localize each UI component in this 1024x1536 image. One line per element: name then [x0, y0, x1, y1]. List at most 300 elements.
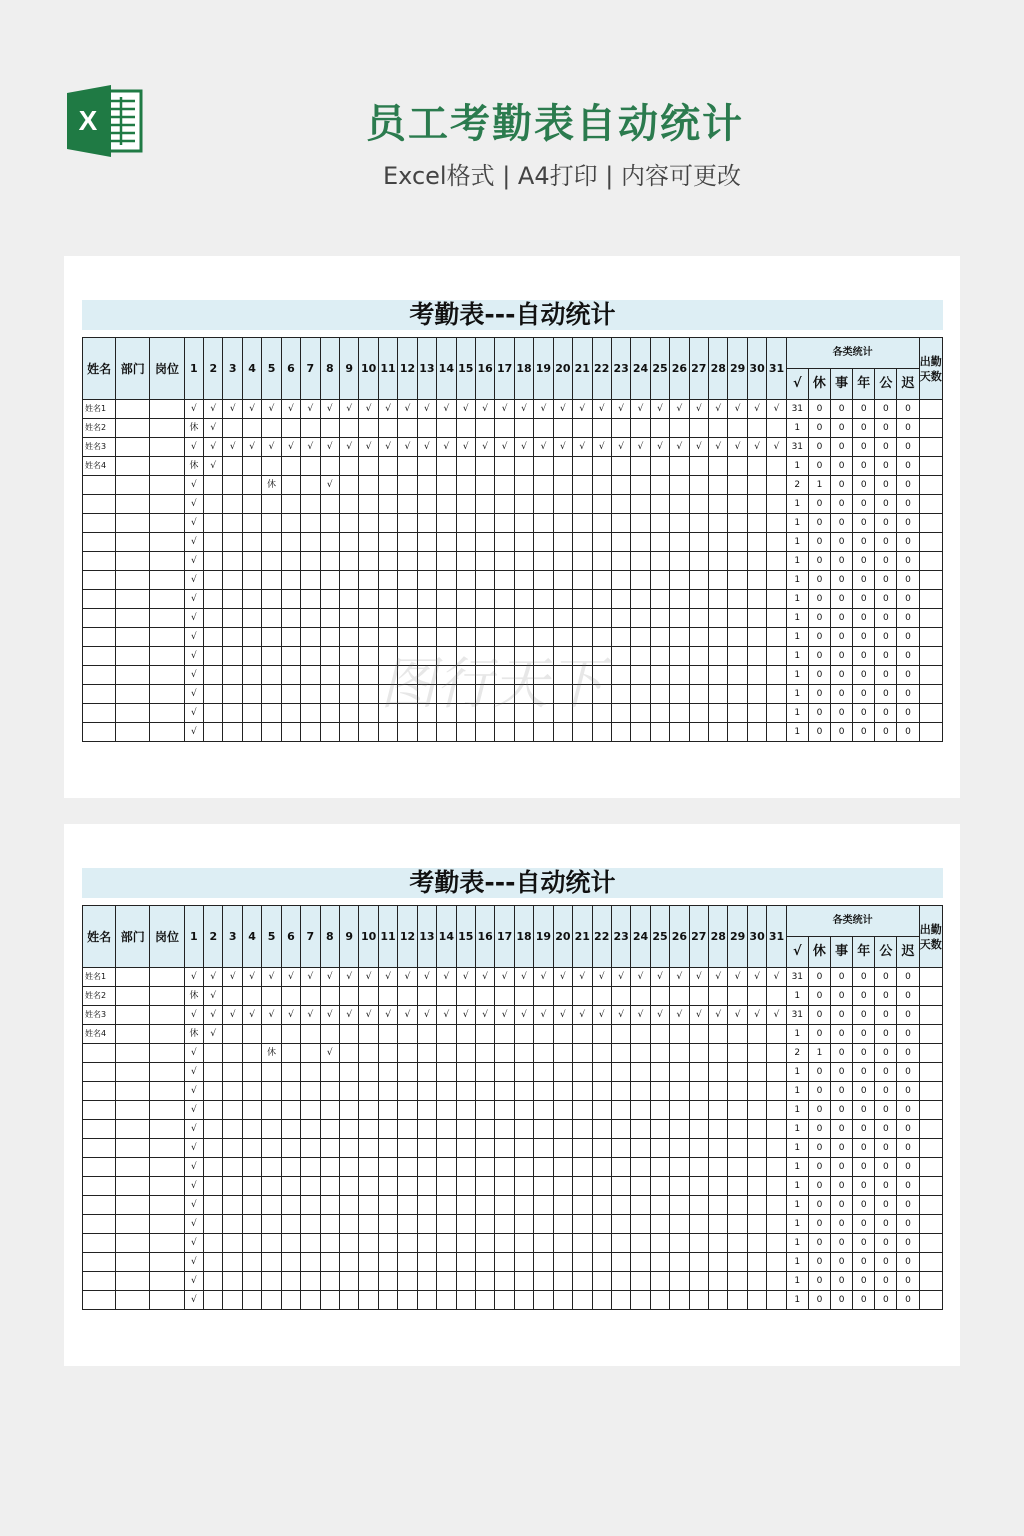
- day-mark-cell[interactable]: 休: [184, 457, 203, 476]
- day-mark-cell[interactable]: [242, 1253, 261, 1272]
- day-mark-cell[interactable]: √: [223, 438, 242, 457]
- day-mark-cell[interactable]: [495, 1272, 514, 1291]
- day-mark-cell[interactable]: [301, 647, 320, 666]
- day-mark-cell[interactable]: [437, 1291, 456, 1310]
- day-mark-cell[interactable]: [281, 552, 300, 571]
- day-mark-cell[interactable]: √: [650, 1006, 669, 1025]
- day-mark-cell[interactable]: [301, 1139, 320, 1158]
- day-mark-cell[interactable]: √: [223, 968, 242, 987]
- day-mark-cell[interactable]: [553, 1082, 572, 1101]
- day-mark-cell[interactable]: [340, 476, 359, 495]
- day-mark-cell[interactable]: √: [514, 400, 533, 419]
- day-mark-cell[interactable]: [689, 476, 708, 495]
- day-mark-cell[interactable]: [281, 1272, 300, 1291]
- day-mark-cell[interactable]: [359, 704, 378, 723]
- day-mark-cell[interactable]: [553, 1234, 572, 1253]
- day-mark-cell[interactable]: [378, 590, 397, 609]
- day-mark-cell[interactable]: [378, 495, 397, 514]
- day-mark-cell[interactable]: [456, 609, 475, 628]
- day-mark-cell[interactable]: [242, 1044, 261, 1063]
- day-mark-cell[interactable]: √: [767, 400, 786, 419]
- day-mark-cell[interactable]: [747, 590, 766, 609]
- day-mark-cell[interactable]: [631, 685, 650, 704]
- day-mark-cell[interactable]: [631, 552, 650, 571]
- day-mark-cell[interactable]: [359, 419, 378, 438]
- day-mark-cell[interactable]: √: [184, 968, 203, 987]
- day-mark-cell[interactable]: [650, 1158, 669, 1177]
- post-cell[interactable]: [150, 1120, 184, 1139]
- employee-name-cell[interactable]: [83, 533, 116, 552]
- post-cell[interactable]: [150, 987, 184, 1006]
- day-mark-cell[interactable]: [747, 647, 766, 666]
- day-mark-cell[interactable]: √: [437, 1006, 456, 1025]
- day-mark-cell[interactable]: [320, 1082, 339, 1101]
- day-mark-cell[interactable]: [728, 419, 747, 438]
- day-mark-cell[interactable]: [670, 666, 689, 685]
- day-mark-cell[interactable]: [320, 987, 339, 1006]
- day-mark-cell[interactable]: [281, 628, 300, 647]
- day-mark-cell[interactable]: [592, 628, 611, 647]
- day-mark-cell[interactable]: [534, 987, 553, 1006]
- day-mark-cell[interactable]: [631, 533, 650, 552]
- day-mark-cell[interactable]: [417, 571, 436, 590]
- day-mark-cell[interactable]: [398, 1101, 417, 1120]
- day-mark-cell[interactable]: [320, 1139, 339, 1158]
- day-mark-cell[interactable]: √: [670, 400, 689, 419]
- day-mark-cell[interactable]: [689, 1139, 708, 1158]
- day-mark-cell[interactable]: [728, 1158, 747, 1177]
- day-mark-cell[interactable]: [398, 1063, 417, 1082]
- day-mark-cell[interactable]: [650, 1291, 669, 1310]
- day-mark-cell[interactable]: [611, 628, 630, 647]
- day-mark-cell[interactable]: [534, 590, 553, 609]
- day-mark-cell[interactable]: √: [553, 400, 572, 419]
- day-mark-cell[interactable]: [689, 1120, 708, 1139]
- day-mark-cell[interactable]: [320, 1215, 339, 1234]
- post-cell[interactable]: [150, 1082, 184, 1101]
- day-mark-cell[interactable]: [650, 704, 669, 723]
- day-mark-cell[interactable]: [728, 1177, 747, 1196]
- day-mark-cell[interactable]: [747, 476, 766, 495]
- post-cell[interactable]: [150, 1234, 184, 1253]
- day-mark-cell[interactable]: [631, 704, 650, 723]
- day-mark-cell[interactable]: [592, 1025, 611, 1044]
- day-mark-cell[interactable]: √: [281, 400, 300, 419]
- day-mark-cell[interactable]: [223, 1215, 242, 1234]
- day-mark-cell[interactable]: [592, 533, 611, 552]
- employee-name-cell[interactable]: [83, 609, 116, 628]
- day-mark-cell[interactable]: [553, 628, 572, 647]
- day-mark-cell[interactable]: [709, 1272, 728, 1291]
- employee-name-cell[interactable]: [83, 647, 116, 666]
- day-mark-cell[interactable]: [242, 1272, 261, 1291]
- day-mark-cell[interactable]: √: [650, 438, 669, 457]
- attendance-days-cell[interactable]: [919, 1025, 942, 1044]
- day-mark-cell[interactable]: √: [378, 968, 397, 987]
- day-mark-cell[interactable]: [689, 1063, 708, 1082]
- day-mark-cell[interactable]: [514, 987, 533, 1006]
- day-mark-cell[interactable]: √: [728, 1006, 747, 1025]
- day-mark-cell[interactable]: [631, 1101, 650, 1120]
- day-mark-cell[interactable]: √: [262, 400, 281, 419]
- day-mark-cell[interactable]: [553, 1177, 572, 1196]
- day-mark-cell[interactable]: [437, 514, 456, 533]
- day-mark-cell[interactable]: [650, 685, 669, 704]
- day-mark-cell[interactable]: [262, 571, 281, 590]
- day-mark-cell[interactable]: [456, 514, 475, 533]
- day-mark-cell[interactable]: [709, 723, 728, 742]
- day-mark-cell[interactable]: [709, 476, 728, 495]
- day-mark-cell[interactable]: [670, 533, 689, 552]
- day-mark-cell[interactable]: [573, 571, 592, 590]
- day-mark-cell[interactable]: [281, 1101, 300, 1120]
- day-mark-cell[interactable]: [747, 987, 766, 1006]
- day-mark-cell[interactable]: [650, 571, 669, 590]
- day-mark-cell[interactable]: [631, 1025, 650, 1044]
- day-mark-cell[interactable]: [475, 514, 494, 533]
- day-mark-cell[interactable]: [611, 1234, 630, 1253]
- post-cell[interactable]: [150, 1253, 184, 1272]
- day-mark-cell[interactable]: [709, 1044, 728, 1063]
- day-mark-cell[interactable]: [670, 590, 689, 609]
- day-mark-cell[interactable]: [573, 1253, 592, 1272]
- attendance-days-cell[interactable]: [919, 590, 942, 609]
- day-mark-cell[interactable]: [534, 552, 553, 571]
- day-mark-cell[interactable]: [223, 1158, 242, 1177]
- day-mark-cell[interactable]: √: [573, 968, 592, 987]
- day-mark-cell[interactable]: [650, 987, 669, 1006]
- day-mark-cell[interactable]: [456, 628, 475, 647]
- day-mark-cell[interactable]: [670, 1139, 689, 1158]
- day-mark-cell[interactable]: [417, 685, 436, 704]
- day-mark-cell[interactable]: [437, 685, 456, 704]
- day-mark-cell[interactable]: [573, 1215, 592, 1234]
- day-mark-cell[interactable]: [670, 609, 689, 628]
- post-cell[interactable]: [150, 1215, 184, 1234]
- day-mark-cell[interactable]: [398, 419, 417, 438]
- day-mark-cell[interactable]: [747, 685, 766, 704]
- day-mark-cell[interactable]: √: [437, 400, 456, 419]
- day-mark-cell[interactable]: [281, 1139, 300, 1158]
- day-mark-cell[interactable]: [378, 533, 397, 552]
- day-mark-cell[interactable]: [340, 571, 359, 590]
- day-mark-cell[interactable]: [650, 1082, 669, 1101]
- day-mark-cell[interactable]: √: [417, 968, 436, 987]
- day-mark-cell[interactable]: [534, 1101, 553, 1120]
- dept-cell[interactable]: [116, 1044, 150, 1063]
- day-mark-cell[interactable]: [592, 590, 611, 609]
- day-mark-cell[interactable]: [242, 704, 261, 723]
- day-mark-cell[interactable]: [378, 476, 397, 495]
- dept-cell[interactable]: [116, 1234, 150, 1253]
- post-cell[interactable]: [150, 1196, 184, 1215]
- day-mark-cell[interactable]: [767, 1120, 786, 1139]
- day-mark-cell[interactable]: √: [320, 400, 339, 419]
- day-mark-cell[interactable]: √: [281, 438, 300, 457]
- day-mark-cell[interactable]: [728, 590, 747, 609]
- day-mark-cell[interactable]: √: [378, 1006, 397, 1025]
- day-mark-cell[interactable]: √: [689, 968, 708, 987]
- day-mark-cell[interactable]: [747, 704, 766, 723]
- day-mark-cell[interactable]: [495, 1139, 514, 1158]
- day-mark-cell[interactable]: [631, 1272, 650, 1291]
- post-cell[interactable]: [150, 457, 184, 476]
- day-mark-cell[interactable]: [398, 704, 417, 723]
- day-mark-cell[interactable]: [223, 1082, 242, 1101]
- day-mark-cell[interactable]: [204, 1291, 223, 1310]
- day-mark-cell[interactable]: [475, 666, 494, 685]
- day-mark-cell[interactable]: √: [204, 987, 223, 1006]
- day-mark-cell[interactable]: [650, 533, 669, 552]
- day-mark-cell[interactable]: √: [611, 968, 630, 987]
- day-mark-cell[interactable]: [650, 1120, 669, 1139]
- day-mark-cell[interactable]: [281, 1234, 300, 1253]
- day-mark-cell[interactable]: √: [417, 438, 436, 457]
- day-mark-cell[interactable]: [534, 609, 553, 628]
- day-mark-cell[interactable]: [456, 987, 475, 1006]
- day-mark-cell[interactable]: [631, 1063, 650, 1082]
- day-mark-cell[interactable]: [611, 476, 630, 495]
- day-mark-cell[interactable]: [262, 1196, 281, 1215]
- post-cell[interactable]: [150, 1272, 184, 1291]
- day-mark-cell[interactable]: √: [340, 438, 359, 457]
- day-mark-cell[interactable]: [242, 628, 261, 647]
- day-mark-cell[interactable]: √: [184, 647, 203, 666]
- day-mark-cell[interactable]: [728, 987, 747, 1006]
- day-mark-cell[interactable]: [728, 495, 747, 514]
- day-mark-cell[interactable]: [204, 1234, 223, 1253]
- day-mark-cell[interactable]: [747, 419, 766, 438]
- day-mark-cell[interactable]: [495, 1082, 514, 1101]
- day-mark-cell[interactable]: [650, 1234, 669, 1253]
- day-mark-cell[interactable]: [514, 647, 533, 666]
- day-mark-cell[interactable]: [631, 419, 650, 438]
- day-mark-cell[interactable]: [650, 495, 669, 514]
- attendance-days-cell[interactable]: [919, 495, 942, 514]
- day-mark-cell[interactable]: [728, 457, 747, 476]
- day-mark-cell[interactable]: [670, 1177, 689, 1196]
- day-mark-cell[interactable]: [340, 1139, 359, 1158]
- day-mark-cell[interactable]: [514, 1025, 533, 1044]
- post-cell[interactable]: [150, 495, 184, 514]
- day-mark-cell[interactable]: √: [359, 438, 378, 457]
- day-mark-cell[interactable]: [611, 1272, 630, 1291]
- attendance-days-cell[interactable]: [919, 1215, 942, 1234]
- day-mark-cell[interactable]: [767, 1196, 786, 1215]
- day-mark-cell[interactable]: √: [670, 438, 689, 457]
- day-mark-cell[interactable]: [689, 685, 708, 704]
- day-mark-cell[interactable]: [437, 476, 456, 495]
- dept-cell[interactable]: [116, 1082, 150, 1101]
- day-mark-cell[interactable]: [592, 1215, 611, 1234]
- day-mark-cell[interactable]: [262, 1139, 281, 1158]
- attendance-days-cell[interactable]: [919, 723, 942, 742]
- day-mark-cell[interactable]: [728, 1291, 747, 1310]
- employee-name-cell[interactable]: [83, 1215, 116, 1234]
- day-mark-cell[interactable]: [242, 685, 261, 704]
- day-mark-cell[interactable]: [378, 1291, 397, 1310]
- day-mark-cell[interactable]: [437, 1177, 456, 1196]
- attendance-days-cell[interactable]: [919, 609, 942, 628]
- employee-name-cell[interactable]: [83, 1082, 116, 1101]
- day-mark-cell[interactable]: [204, 1196, 223, 1215]
- day-mark-cell[interactable]: [495, 685, 514, 704]
- day-mark-cell[interactable]: [262, 647, 281, 666]
- day-mark-cell[interactable]: [728, 1215, 747, 1234]
- day-mark-cell[interactable]: [398, 514, 417, 533]
- attendance-days-cell[interactable]: [919, 457, 942, 476]
- day-mark-cell[interactable]: [592, 514, 611, 533]
- day-mark-cell[interactable]: [728, 685, 747, 704]
- day-mark-cell[interactable]: √: [398, 438, 417, 457]
- day-mark-cell[interactable]: [378, 1196, 397, 1215]
- day-mark-cell[interactable]: [631, 495, 650, 514]
- day-mark-cell[interactable]: [495, 1253, 514, 1272]
- day-mark-cell[interactable]: [709, 1063, 728, 1082]
- day-mark-cell[interactable]: [378, 514, 397, 533]
- day-mark-cell[interactable]: [650, 1063, 669, 1082]
- day-mark-cell[interactable]: [262, 704, 281, 723]
- day-mark-cell[interactable]: [437, 1120, 456, 1139]
- day-mark-cell[interactable]: [301, 552, 320, 571]
- day-mark-cell[interactable]: [359, 647, 378, 666]
- day-mark-cell[interactable]: [592, 571, 611, 590]
- day-mark-cell[interactable]: [437, 723, 456, 742]
- day-mark-cell[interactable]: [417, 476, 436, 495]
- day-mark-cell[interactable]: [301, 987, 320, 1006]
- day-mark-cell[interactable]: [631, 1215, 650, 1234]
- day-mark-cell[interactable]: [204, 1101, 223, 1120]
- day-mark-cell[interactable]: [398, 1158, 417, 1177]
- day-mark-cell[interactable]: [475, 552, 494, 571]
- day-mark-cell[interactable]: [689, 1158, 708, 1177]
- day-mark-cell[interactable]: [650, 1177, 669, 1196]
- day-mark-cell[interactable]: [242, 1196, 261, 1215]
- day-mark-cell[interactable]: √: [281, 1006, 300, 1025]
- day-mark-cell[interactable]: √: [204, 400, 223, 419]
- dept-cell[interactable]: [116, 1215, 150, 1234]
- day-mark-cell[interactable]: [359, 685, 378, 704]
- day-mark-cell[interactable]: [709, 704, 728, 723]
- day-mark-cell[interactable]: [378, 704, 397, 723]
- day-mark-cell[interactable]: 休: [262, 476, 281, 495]
- day-mark-cell[interactable]: [650, 1196, 669, 1215]
- day-mark-cell[interactable]: √: [592, 438, 611, 457]
- day-mark-cell[interactable]: [437, 987, 456, 1006]
- day-mark-cell[interactable]: [670, 1082, 689, 1101]
- day-mark-cell[interactable]: [573, 1101, 592, 1120]
- day-mark-cell[interactable]: [223, 1025, 242, 1044]
- day-mark-cell[interactable]: √: [359, 400, 378, 419]
- day-mark-cell[interactable]: [767, 704, 786, 723]
- day-mark-cell[interactable]: [495, 495, 514, 514]
- day-mark-cell[interactable]: [631, 476, 650, 495]
- employee-name-cell[interactable]: 姓名4: [83, 457, 116, 476]
- post-cell[interactable]: [150, 1158, 184, 1177]
- day-mark-cell[interactable]: [534, 1253, 553, 1272]
- day-mark-cell[interactable]: [378, 685, 397, 704]
- day-mark-cell[interactable]: √: [611, 400, 630, 419]
- attendance-days-cell[interactable]: [919, 1063, 942, 1082]
- day-mark-cell[interactable]: [611, 1253, 630, 1272]
- day-mark-cell[interactable]: [359, 1196, 378, 1215]
- day-mark-cell[interactable]: [417, 1063, 436, 1082]
- day-mark-cell[interactable]: [301, 514, 320, 533]
- day-mark-cell[interactable]: [495, 514, 514, 533]
- day-mark-cell[interactable]: √: [534, 400, 553, 419]
- dept-cell[interactable]: [116, 1196, 150, 1215]
- day-mark-cell[interactable]: [223, 552, 242, 571]
- day-mark-cell[interactable]: [709, 666, 728, 685]
- day-mark-cell[interactable]: [340, 666, 359, 685]
- day-mark-cell[interactable]: [320, 552, 339, 571]
- day-mark-cell[interactable]: [398, 685, 417, 704]
- day-mark-cell[interactable]: [456, 571, 475, 590]
- day-mark-cell[interactable]: [301, 1272, 320, 1291]
- day-mark-cell[interactable]: [495, 704, 514, 723]
- day-mark-cell[interactable]: [204, 571, 223, 590]
- day-mark-cell[interactable]: [281, 533, 300, 552]
- attendance-days-cell[interactable]: [919, 1253, 942, 1272]
- dept-cell[interactable]: [116, 609, 150, 628]
- day-mark-cell[interactable]: [456, 1196, 475, 1215]
- day-mark-cell[interactable]: [534, 647, 553, 666]
- day-mark-cell[interactable]: √: [456, 400, 475, 419]
- day-mark-cell[interactable]: [747, 628, 766, 647]
- day-mark-cell[interactable]: [378, 1139, 397, 1158]
- day-mark-cell[interactable]: √: [320, 1006, 339, 1025]
- day-mark-cell[interactable]: [650, 666, 669, 685]
- attendance-days-cell[interactable]: [919, 571, 942, 590]
- day-mark-cell[interactable]: [689, 495, 708, 514]
- day-mark-cell[interactable]: [534, 1120, 553, 1139]
- day-mark-cell[interactable]: [359, 1234, 378, 1253]
- day-mark-cell[interactable]: [281, 1120, 300, 1139]
- day-mark-cell[interactable]: [223, 476, 242, 495]
- day-mark-cell[interactable]: [592, 419, 611, 438]
- employee-name-cell[interactable]: [83, 1158, 116, 1177]
- day-mark-cell[interactable]: [573, 723, 592, 742]
- employee-name-cell[interactable]: 姓名3: [83, 438, 116, 457]
- day-mark-cell[interactable]: [611, 1215, 630, 1234]
- day-mark-cell[interactable]: [709, 1196, 728, 1215]
- day-mark-cell[interactable]: √: [184, 1196, 203, 1215]
- post-cell[interactable]: [150, 666, 184, 685]
- day-mark-cell[interactable]: [456, 552, 475, 571]
- day-mark-cell[interactable]: √: [514, 438, 533, 457]
- day-mark-cell[interactable]: [553, 1139, 572, 1158]
- day-mark-cell[interactable]: [398, 647, 417, 666]
- day-mark-cell[interactable]: [534, 1291, 553, 1310]
- day-mark-cell[interactable]: [204, 476, 223, 495]
- day-mark-cell[interactable]: [320, 1177, 339, 1196]
- post-cell[interactable]: [150, 723, 184, 742]
- post-cell[interactable]: [150, 1291, 184, 1310]
- attendance-days-cell[interactable]: [919, 628, 942, 647]
- dept-cell[interactable]: [116, 552, 150, 571]
- day-mark-cell[interactable]: [301, 1063, 320, 1082]
- day-mark-cell[interactable]: [631, 723, 650, 742]
- day-mark-cell[interactable]: [495, 1120, 514, 1139]
- day-mark-cell[interactable]: [709, 1215, 728, 1234]
- day-mark-cell[interactable]: [301, 1291, 320, 1310]
- day-mark-cell[interactable]: [689, 1177, 708, 1196]
- day-mark-cell[interactable]: [747, 1082, 766, 1101]
- day-mark-cell[interactable]: [301, 628, 320, 647]
- attendance-days-cell[interactable]: [919, 987, 942, 1006]
- dept-cell[interactable]: [116, 628, 150, 647]
- day-mark-cell[interactable]: [709, 514, 728, 533]
